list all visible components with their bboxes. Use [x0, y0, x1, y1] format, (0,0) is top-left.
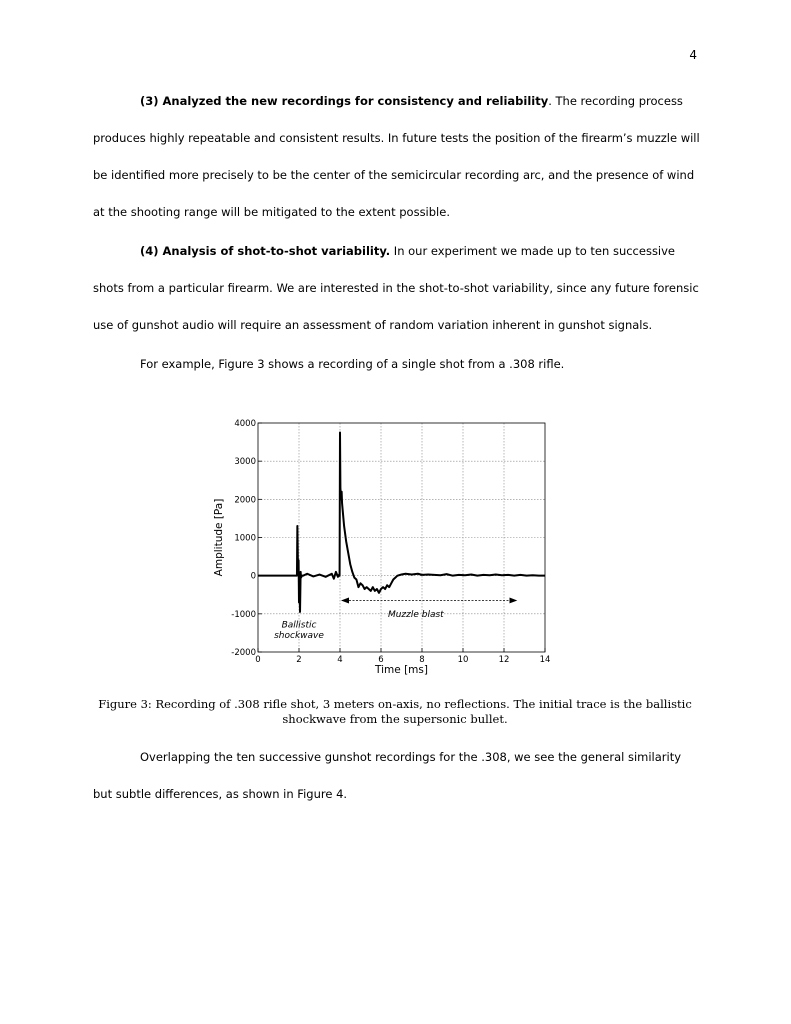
paragraph-overlap: Overlapping the ten successive gunshot recordings for the .308, we see the general similarity but subtle differences, as shown in Figure 4.	[93, 750, 682, 801]
x-tick-label: 2	[296, 655, 302, 665]
paragraph-variability	[93, 233, 703, 344]
y-axis-label: Amplitude [Pa]	[213, 498, 225, 577]
paragraph-figure-intro: For example, Figure 3 shows a recording of a single shot from a .308 rifle.	[140, 357, 565, 371]
x-axis-label: Time [ms]	[375, 664, 428, 676]
paragraph-body: In our experiment we made up to ten successive shots from a particular firearm. We are interested in the shot-to-shot variability, since any future forensic use of gunshot audio will require an assessment of random variation inherent in gunshot signals.	[93, 244, 699, 332]
annotation-label: Muzzle blast	[387, 609, 444, 620]
x-tick-label: 4	[337, 655, 343, 665]
paragraph-body: The recording process produces highly repeatable and consistent results. In future tests the position of the firearm’s muzzle will be identified more precisely to be the center of the semicircular recording arc, and the presence of wind at the shooting range will be mitigated to the extent possible.	[93, 94, 700, 219]
page-number: 4	[689, 48, 697, 62]
paragraph-consistency	[93, 83, 703, 231]
paragraph-lead: (3) Analyzed the new recordings for consistency and reliability	[140, 94, 549, 108]
y-tick-label: 4000	[234, 419, 256, 429]
y-tick-label: 0	[250, 571, 256, 582]
amplitude-chart	[205, 412, 565, 682]
y-tick-label: 3000	[234, 457, 256, 468]
y-tick-label: -2000	[231, 648, 256, 658]
x-tick-label: 8	[419, 655, 425, 665]
x-tick-label: 6	[378, 655, 384, 665]
x-tick-label: 14	[539, 655, 551, 665]
figure-caption: Figure 3: Recording of .308 rifle shot, 3 meters on-axis, no reflections. The initial trace is the ballistic shockwave from the supersonic bullet.	[98, 697, 692, 726]
series-line	[258, 433, 545, 612]
paragraph-lead: (4) Analysis of shot-to-shot variability.	[140, 244, 391, 258]
y-tick-label: -1000	[231, 609, 256, 620]
annotations	[274, 600, 516, 641]
paragraph-lead-punct: .	[548, 94, 552, 108]
y-tick-label: 1000	[234, 533, 256, 544]
ticks	[231, 419, 550, 665]
annotation-label: Ballistic	[281, 620, 317, 631]
x-tick-label: 10	[457, 655, 469, 665]
y-tick-label: 2000	[234, 495, 256, 506]
series-layer	[258, 433, 545, 612]
annotation-label: shockwave	[274, 631, 324, 642]
x-tick-label: 12	[498, 655, 510, 665]
x-tick-label: 0	[255, 655, 261, 665]
